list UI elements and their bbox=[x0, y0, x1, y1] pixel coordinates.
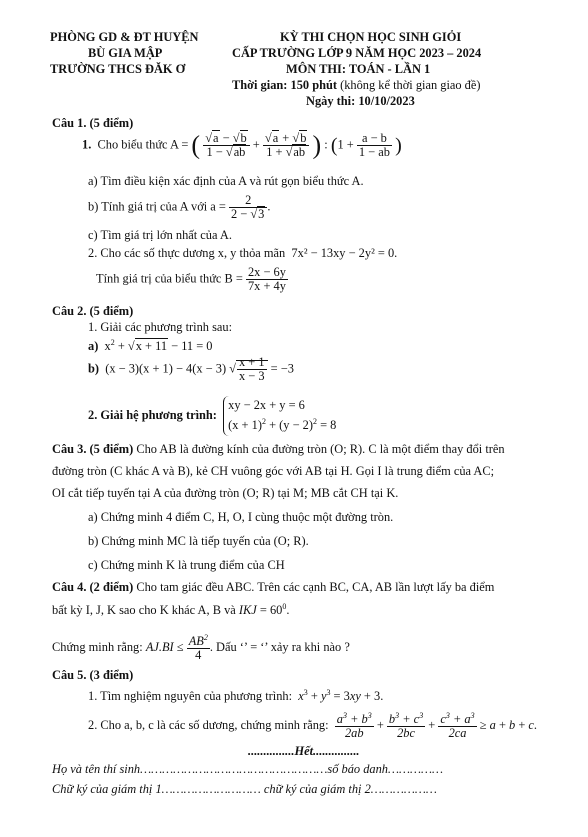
q5-title: Câu 5. (3 điểm) bbox=[52, 668, 134, 682]
candidate-name-line: Họ và tên thí sinh……………………………………………số báo danh…………… bbox=[52, 762, 444, 776]
q1-title: Câu 1. (5 điểm) bbox=[52, 116, 134, 130]
q3-line3: OI cắt tiếp tuyến tại A của đường tròn (O; R) tại M; MB cắt CH tại K. bbox=[52, 486, 399, 500]
q3-part-b: b) Chứng minh MC là tiếp tuyến của (O; R). bbox=[88, 534, 309, 548]
district-name: BÙ GIA MẬP bbox=[88, 46, 163, 60]
q1-part-c: c) Tìm giá trị lớn nhất của A. bbox=[88, 228, 232, 242]
exam-level: CẤP TRƯỜNG LỚP 9 NĂM HỌC 2023 – 2024 bbox=[232, 46, 482, 60]
q1-part-2: 2. Cho các số thực dương x, y thỏa mãn 7x² − 13xy − 2y² = 0. bbox=[88, 246, 398, 260]
exam-date: Ngày thi: 10/10/2023 bbox=[306, 94, 415, 108]
school-name: TRƯỜNG THCS ĐĂK Ơ bbox=[50, 62, 186, 76]
exam-subject: MÔN THI: TOÁN - LẦN 1 bbox=[286, 62, 431, 76]
q5-part-2: 2. Cho a, b, c là các số dương, chứng minh rằng: $\frac{a^3 + b^3}{2ab}$ + $\frac{b^3 + c^3}{2bc}$ + $\frac{c^3 + a^3}{2ca}$ ≥ a + b + c. bbox=[88, 711, 538, 741]
q3-part-c: c) Chứng minh K là trung điểm của CH bbox=[88, 558, 285, 572]
q1-expression: 1. Cho biểu thức A = ( $\frac{√a - √b}{1 - √ab}$ + $\frac{√a + √b}{1 + √ab}$ ) : (1 + $\frac{a - b}{1 - ab}$ ) bbox=[82, 130, 402, 160]
q2-title: Câu 2. (5 điểm) bbox=[52, 304, 134, 318]
end-marker: ...............Hết............... bbox=[248, 744, 360, 758]
q2-system: 2. Giải hệ phương trình: xy − 2x + y = 6 $(x + 1)^2 + (y - 2)^2 = 8$ bbox=[88, 396, 336, 436]
q2-eq-b: b) (x − 3)(x + 1) − 4(x − 3) √ $\frac{x + 1}{x - 3}$ = −3 bbox=[88, 355, 294, 384]
q1-part-b: b) Tính giá trị của A với a = $\frac{2}{2 - √3}$ . bbox=[88, 193, 271, 222]
q4-line3: Chứng minh rằng: AJ.BI ≤ $\frac{AB^2}{4}$ . Dấu ‘’ = ‘’ xảy ra khi nào ? bbox=[52, 633, 350, 663]
exam-time: Thời gian: 150 phút (không kể thời gian giao đề) bbox=[232, 78, 481, 92]
dept-name: PHÒNG GD & ĐT HUYỆN bbox=[50, 30, 199, 44]
exam-title: KỲ THI CHỌN HỌC SINH GIỎI bbox=[280, 30, 462, 44]
q3-part-a: a) Chứng minh 4 điểm C, H, O, I cùng thuộc một đường tròn. bbox=[88, 510, 394, 524]
q1-part-2b: Tính giá trị của biểu thức B = $\frac{2x - 6y}{7x + 4y}$ bbox=[96, 265, 286, 294]
q4-line2: bất kỳ I, J, K sao cho K khác A, B và IKJ = $60^0$. bbox=[52, 602, 290, 618]
q5-part-1: 1. Tìm nghiệm nguyên của phương trình: $x^3 + y^3 = 3xy + 3$. bbox=[88, 688, 384, 704]
q1-part-a: a) Tìm điều kiện xác định của A và rút gọn biểu thức A. bbox=[88, 174, 364, 188]
q2-eq-a: a) $x^2 + √x + 11 - 11 = 0$ bbox=[88, 338, 213, 354]
q3-line1: Câu 3. (5 điểm) Cho AB là đường kính của đường tròn (O; R). C là một điểm thay đổi trên bbox=[52, 442, 505, 456]
q2-part-1: 1. Giải các phương trình sau: bbox=[88, 320, 233, 334]
q3-line2: đường tròn (C khác A và B), kẻ CH vuông góc với AB tại H. Gọi I là trung điểm của AC; bbox=[52, 464, 495, 478]
q4-line1: Câu 4. (2 điểm) Cho tam giác đều ABC. Trên các cạnh BC, CA, AB lần lượt lấy ba điểm bbox=[52, 580, 495, 594]
proctor-signature-line: Chữ ký của giám thị 1……………………… chữ ký của giám thị 2……………… bbox=[52, 782, 437, 796]
